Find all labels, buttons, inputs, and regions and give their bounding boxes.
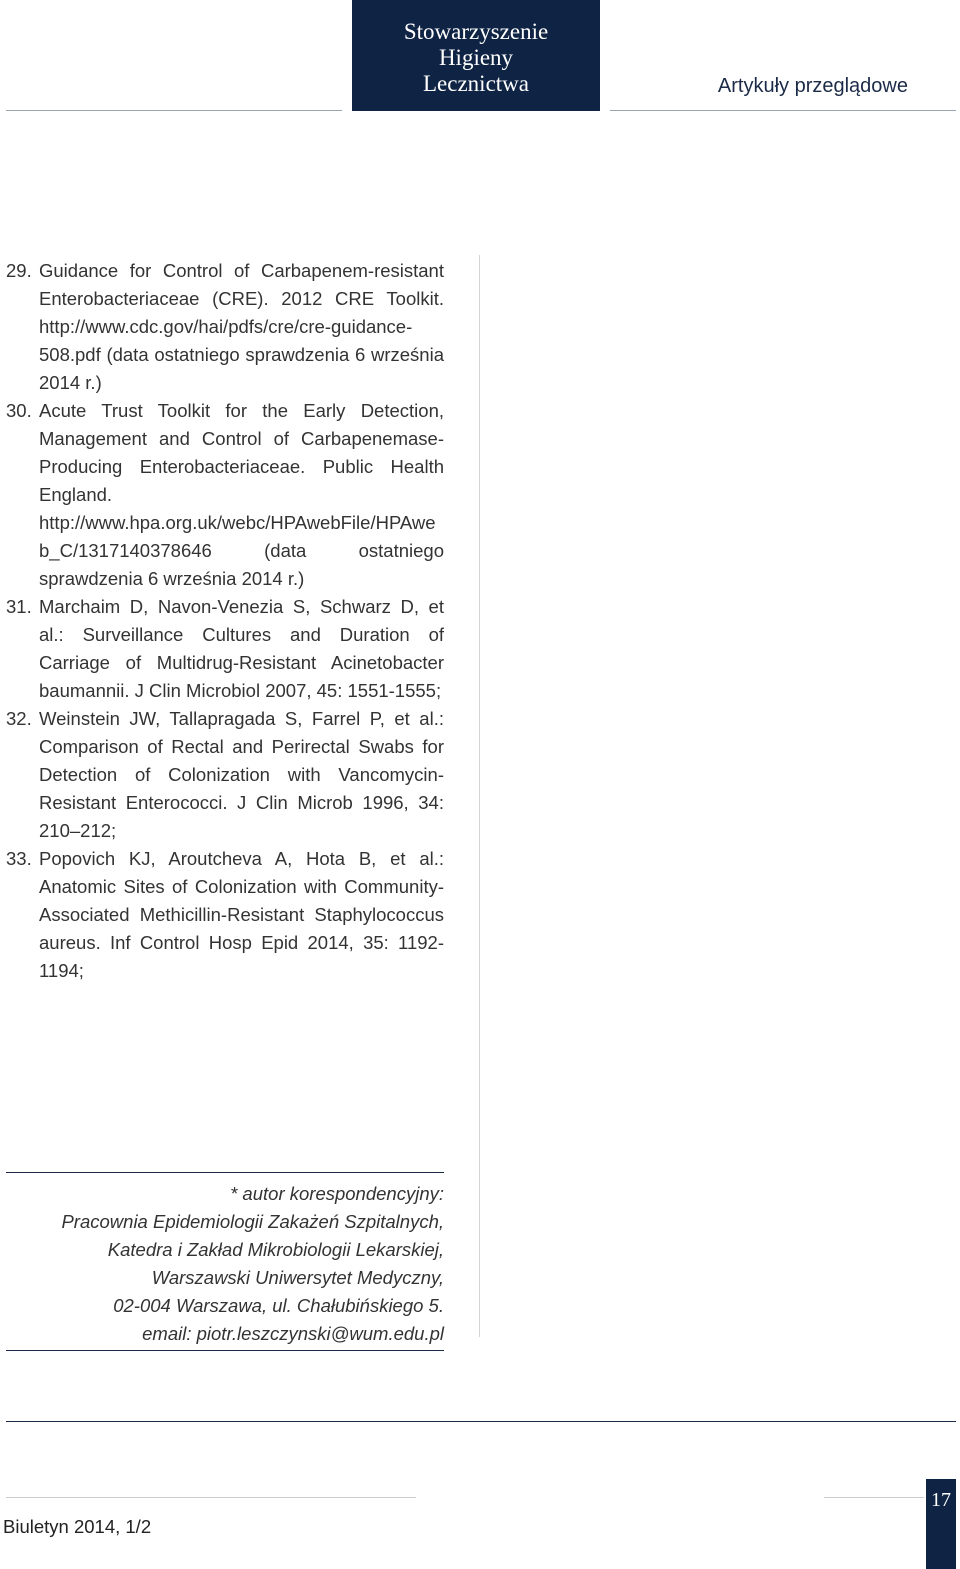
section-title: Artykuły przeglądowe: [717, 75, 908, 97]
reference-item: [6, 397, 444, 593]
correspondence-rule-top: [6, 1172, 444, 1173]
page-number: 17: [926, 1479, 956, 1569]
correspondence-email: email: piotr.leszczynski@wum.edu.pl: [142, 1323, 444, 1344]
association-logo: [352, 0, 600, 111]
correspondence-faculty: Katedra i Zakład Mikrobiologii Lekarskiej,: [107, 1239, 444, 1260]
reference-number: 31.: [6, 596, 32, 617]
column-divider: [479, 255, 480, 1337]
correspondence-block: [6, 1180, 444, 1348]
reference-text: Guidance for Control of Carbapenem-resistant Enterobacteriaceae (CRE). 2012 CRE Toolkit. http://www.cdc.gov/hai/pdfs/cre/cre-guidance-508.pdf (data ostatniego sprawdzenia 6 września 2014 r.): [39, 260, 444, 393]
footer-rule: [6, 1421, 956, 1422]
reference-item: [6, 257, 444, 397]
header-rule-right: [610, 110, 956, 111]
reference-text: Acute Trust Toolkit for the Early Detection, Management and Control of Carbapenemase-Producing Enterobacteriaceae. Public Health England. http://www.hpa.org.uk/webc/HPAwebFile/HPAweb_C/1317140378646 (data ostatniego sprawdzenia 6 września 2014 r.): [39, 400, 444, 589]
logo-line-3: Lecznictwa: [423, 70, 529, 96]
journal-issue: Biuletyn 2014, 1/2: [3, 1516, 152, 1537]
reference-list: [6, 257, 444, 985]
reference-text: Popovich KJ, Aroutcheva A, Hota B, et al.: Anatomic Sites of Colonization with Community-Associated Methicillin-Resistant Staphylococcus aureus. Inf Control Hosp Epid 2014, 35: 1192-1194;: [39, 848, 444, 981]
reference-item: [6, 593, 444, 705]
logo-line-1: Stowarzyszenie: [403, 18, 549, 44]
reference-number: 30.: [6, 400, 32, 421]
reference-item: [6, 705, 444, 845]
correspondence-department: Pracownia Epidemiologii Zakażeń Szpitalnych,: [61, 1211, 444, 1232]
reference-text: Weinstein JW, Tallapragada S, Farrel P, et al.: Comparison of Rectal and Perirectal Swabs for Detection of Colonization with Vancomycin-Resistant Enterococci. J Clin Microb 1996, 34: 210–212;: [39, 708, 444, 841]
reference-number: 33.: [6, 848, 32, 869]
logo-line-2: Higieny: [438, 44, 514, 70]
footer-thin-rule-left: [6, 1497, 416, 1498]
correspondence-label: * autor korespondencyjny:: [230, 1183, 444, 1204]
reference-number: 29.: [6, 260, 32, 281]
correspondence-university: Warszawski Uniwersytet Medyczny,: [151, 1267, 444, 1288]
correspondence-rule-bottom: [6, 1350, 444, 1351]
correspondence-address: 02-004 Warszawa, ul. Chałubińskiego 5.: [113, 1295, 444, 1316]
reference-number: 32.: [6, 708, 32, 729]
header-rule-left: [6, 110, 342, 111]
reference-item: [6, 845, 444, 985]
reference-text: Marchaim D, Navon-Venezia S, Schwarz D, et al.: Surveillance Cultures and Duration of Carriage of Multidrug-Resistant Acinetobacter baumannii. J Clin Microbiol 2007, 45: 1551-1555;: [39, 596, 444, 701]
footer-thin-rule-right: [824, 1497, 924, 1498]
